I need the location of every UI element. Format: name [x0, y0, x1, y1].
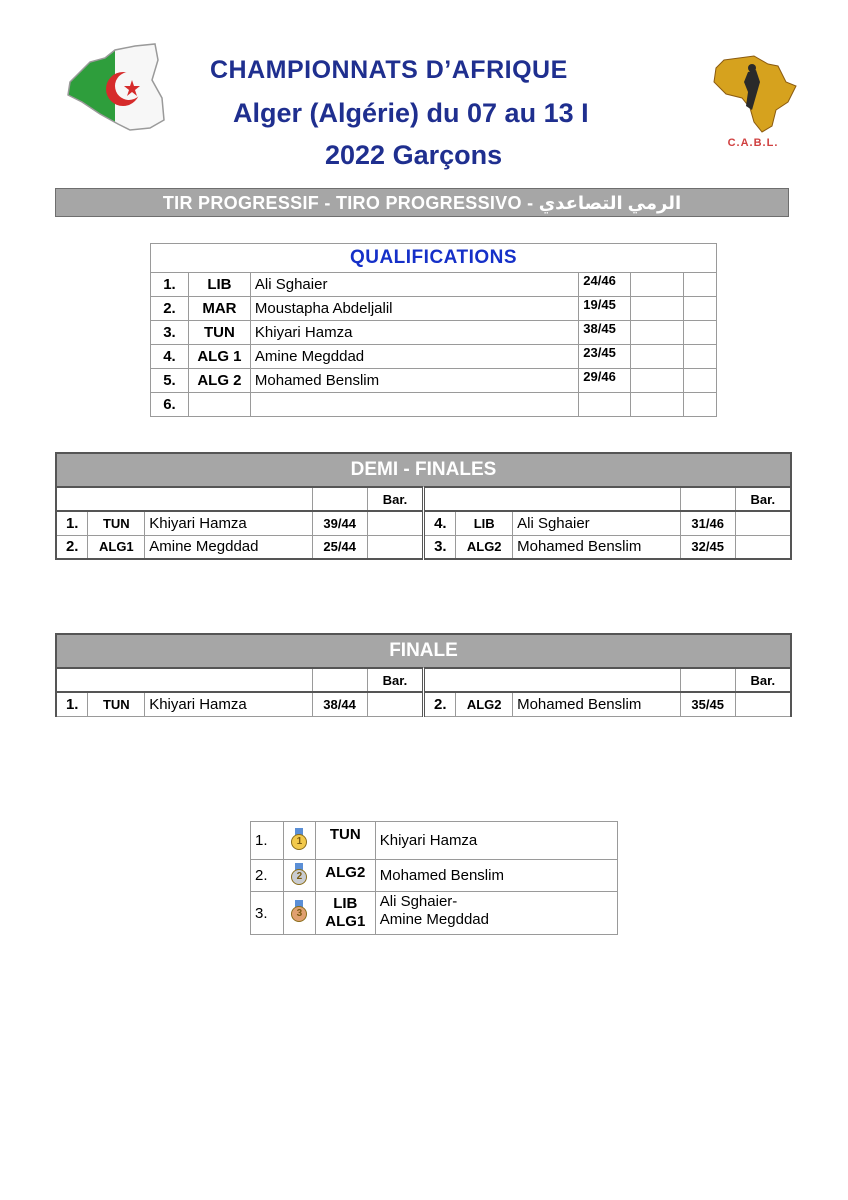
cabl-africa-logo	[706, 52, 800, 148]
empty-cell	[735, 511, 791, 535]
table-row	[151, 273, 717, 297]
rank-cell: 1.	[251, 822, 284, 860]
table-header-row	[56, 487, 791, 511]
country-cell: MAR	[188, 297, 250, 321]
empty-cell	[684, 393, 717, 417]
country-cell: ALG2	[315, 860, 375, 892]
rank-cell: 3.	[151, 321, 189, 345]
athlete-name-cell	[375, 892, 617, 935]
athlete-name-line: Ali Sghaier-	[379, 893, 458, 910]
empty-cell	[684, 345, 717, 369]
empty-cell	[684, 321, 717, 345]
score-cell: 38/45	[579, 321, 631, 345]
athlete-name-cell: Khiyari Hamza	[145, 692, 312, 716]
table-row	[56, 511, 791, 535]
athlete-name-cell: Mohamed Benslim	[513, 535, 681, 559]
country-cell: TUN	[88, 511, 145, 535]
empty-cell	[684, 297, 717, 321]
country-cell: ALG2	[456, 535, 513, 559]
empty-cell	[367, 692, 424, 716]
athlete-name-cell: Khiyari Hamza	[250, 321, 578, 345]
country-cell: TUN	[188, 321, 250, 345]
country-line: LIB	[333, 895, 358, 912]
rank-cell: 3.	[251, 892, 284, 935]
rank-cell: 4.	[424, 511, 456, 535]
score-cell: 25/44	[312, 535, 367, 559]
bronze-medal-icon: 3	[283, 892, 315, 935]
africa-map-icon	[706, 52, 800, 134]
athlete-name-cell: Mohamed Benslim	[250, 369, 578, 393]
athlete-name-cell: Ali Sghaier	[250, 273, 578, 297]
empty-cell	[735, 692, 791, 716]
country-cell: ALG2	[456, 692, 513, 716]
empty-cell	[631, 321, 684, 345]
country-cell	[315, 892, 375, 935]
semifinals-title: DEMI - FINALES	[56, 453, 791, 487]
score-cell	[579, 393, 631, 417]
final-table	[55, 633, 792, 717]
athlete-name-cell	[250, 393, 578, 417]
score-cell: 35/45	[680, 692, 735, 716]
bar-column-header: Bar.	[735, 487, 791, 511]
empty-cell	[631, 393, 684, 417]
country-line: ALG1	[325, 913, 366, 930]
athlete-name-cell: Amine Megddad	[145, 535, 313, 559]
country-cell: ALG 2	[188, 369, 250, 393]
table-row	[151, 321, 717, 345]
empty-cell	[631, 273, 684, 297]
score-cell: 31/46	[680, 511, 735, 535]
rank-cell: 2.	[424, 692, 456, 716]
table-row	[151, 297, 717, 321]
score-cell: 23/45	[579, 345, 631, 369]
bar-column-header: Bar.	[735, 668, 791, 692]
empty-cell	[631, 369, 684, 393]
table-header-row	[56, 668, 791, 692]
discipline-banner: TIR PROGRESSIF - TIRO PROGRESSIVO - الرمي التصاعدي	[55, 188, 789, 217]
empty-cell	[684, 369, 717, 393]
country-cell: LIB	[456, 511, 513, 535]
event-year-category: 2022 Garçons	[325, 140, 503, 170]
rank-cell: 4.	[151, 345, 189, 369]
rank-cell: 2.	[151, 297, 189, 321]
country-cell	[188, 393, 250, 417]
athlete-name-cell: Moustapha Abdeljalil	[250, 297, 578, 321]
podium-row	[251, 892, 618, 935]
athlete-name-cell: Khiyari Hamza	[375, 822, 617, 860]
score-cell: 24/46	[579, 273, 631, 297]
country-cell: TUN	[88, 692, 145, 716]
page-title: CHAMPIONNATS D’AFRIQUE	[210, 56, 568, 84]
country-cell: ALG1	[88, 535, 145, 559]
country-cell: ALG 1	[188, 345, 250, 369]
rank-cell: 1.	[56, 692, 88, 716]
rank-cell: 1.	[151, 273, 189, 297]
score-cell: 38/44	[312, 692, 367, 716]
country-cell: LIB	[188, 273, 250, 297]
algeria-flag-map-logo	[60, 40, 170, 135]
podium-row	[251, 822, 618, 860]
athlete-name-cell: Ali Sghaier	[513, 511, 681, 535]
athlete-name-cell: Khiyari Hamza	[145, 511, 313, 535]
country-cell: TUN	[315, 822, 375, 860]
score-cell: 29/46	[579, 369, 631, 393]
table-row	[151, 369, 717, 393]
table-row	[151, 345, 717, 369]
rank-cell: 5.	[151, 369, 189, 393]
table-row	[56, 692, 791, 716]
rank-cell: 2.	[56, 535, 88, 559]
empty-cell	[631, 345, 684, 369]
podium-table	[250, 821, 618, 935]
score-cell: 19/45	[579, 297, 631, 321]
rank-cell: 1.	[56, 511, 88, 535]
empty-cell	[367, 535, 424, 559]
athlete-name-cell: Mohamed Benslim	[513, 692, 681, 716]
empty-cell	[367, 511, 424, 535]
cabl-logo-text: C.A.B.L.	[727, 137, 779, 149]
empty-cell	[631, 297, 684, 321]
table-row	[56, 535, 791, 559]
event-location-dates: Alger (Algérie) du 07 au 13 I	[233, 98, 589, 128]
final-title: FINALE	[56, 634, 791, 668]
score-cell: 32/45	[680, 535, 735, 559]
rank-cell: 3.	[424, 535, 456, 559]
bar-column-header: Bar.	[367, 668, 424, 692]
silver-medal-icon: 2	[283, 860, 315, 892]
bar-column-header: Bar.	[367, 487, 424, 511]
athlete-name-cell: Amine Megddad	[250, 345, 578, 369]
athlete-name-cell: Mohamed Benslim	[375, 860, 617, 892]
athlete-name-line: Amine Megddad	[379, 911, 489, 928]
empty-cell	[735, 535, 791, 559]
score-cell: 39/44	[312, 511, 367, 535]
rank-cell: 2.	[251, 860, 284, 892]
podium-row	[251, 860, 618, 892]
qualifications-title: QUALIFICATIONS	[151, 244, 717, 273]
gold-medal-icon: 1	[283, 822, 315, 860]
rank-cell: 6.	[151, 393, 189, 417]
table-row	[151, 393, 717, 417]
empty-cell	[684, 273, 717, 297]
semifinals-table	[55, 452, 792, 560]
qualifications-table	[150, 243, 717, 417]
